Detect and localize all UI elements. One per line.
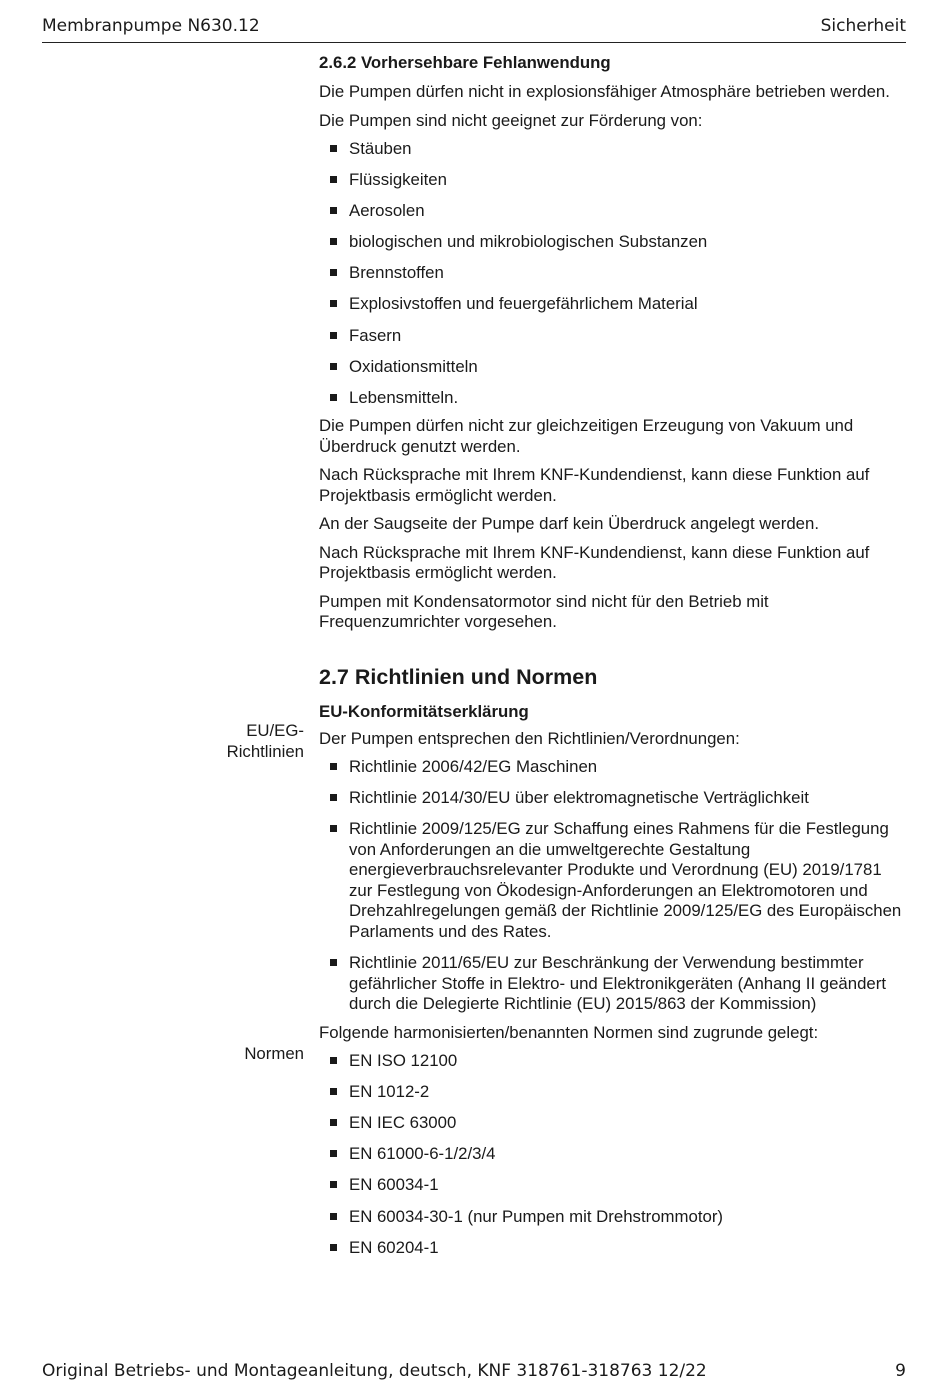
section-262-p2: Die Pumpen sind nicht geeignet zur Förderung von: — [319, 110, 703, 130]
list-item: Stäuben — [319, 139, 906, 160]
margin-label-eu-directives — [0, 721, 304, 762]
list-item: Richtlinie 2011/65/EU zur Beschränkung der Verwendung bestimmter gefährlicher Stoffe in Elektro- und Elektronikgeräten (Anhang II geändert durch die Delegierte Richtlinie (EU) 2015/863 der Kommission) — [319, 953, 906, 1015]
list-item: EN 60034-30-1 (nur Pumpen mit Drehstrommotor) — [319, 1207, 906, 1228]
section-262-p1: Die Pumpen dürfen nicht in explosionsfähiger Atmosphäre betrieben werden. — [319, 82, 890, 101]
directives-list — [319, 757, 906, 1014]
list-item: EN 1012-2 — [319, 1082, 906, 1103]
section-262-p7: Pumpen mit Kondensatormotor sind nicht für den Betrieb mit Frequenzumrichter vorgesehen. — [319, 591, 769, 632]
eu-declaration-title: EU-Konformitätserklärung — [319, 701, 529, 721]
section-262-p5: An der Saugseite der Pumpe darf kein Überdruck angelegt werden. — [319, 514, 820, 534]
section-262-p3: Die Pumpen dürfen nicht zur gleichzeitigen Erzeugung von Vakuum und Überdruck genutzt werden. — [319, 416, 854, 456]
list-item: Fasern — [319, 326, 906, 347]
page-number: 9 — [895, 1361, 906, 1381]
header-document-title: Membranpumpe N630.12 — [42, 16, 260, 36]
unsuitable-media-list — [319, 139, 906, 408]
section-262-p6: Nach Rücksprache mit Ihrem KNF-Kundendienst, kann diese Funktion auf Projektbasis ermöglicht werden. — [319, 542, 870, 583]
main-content — [319, 52, 906, 1269]
section-27-p2: Folgende harmonisierten/benannten Normen sind zugrunde gelegt: — [319, 1022, 819, 1042]
list-item: EN ISO 12100 — [319, 1051, 906, 1072]
list-item: EN 60204-1 — [319, 1238, 906, 1259]
list-item: Richtlinie 2006/42/EG Maschinen — [319, 757, 906, 778]
list-item: Brennstoffen — [319, 263, 906, 284]
header-chapter: Sicherheit — [820, 16, 906, 36]
section-27-title: 2.7 Richtlinien und Normen — [319, 664, 598, 689]
page-header — [42, 16, 906, 43]
list-item: EN 60034-1 — [319, 1175, 906, 1196]
margin-label-eu-line1: EU/EG- — [246, 721, 304, 740]
norms-list — [319, 1051, 906, 1258]
list-item: EN 61000-6-1/2/3/4 — [319, 1144, 906, 1165]
section-262-title: 2.6.2 Vorhersehbare Fehlanwendung — [319, 53, 611, 72]
footer-document-info: Original Betriebs- und Montageanleitung, deutsch, KNF 318761-318763 12/22 — [42, 1361, 707, 1381]
list-item: Richtlinie 2014/30/EU über elektromagnetische Verträglichkeit — [319, 788, 906, 809]
section-27-p1: Der Pumpen entsprechen den Richtlinien/Verordnungen: — [319, 728, 740, 748]
list-item: EN IEC 63000 — [319, 1113, 906, 1134]
list-item: biologischen und mikrobiologischen Substanzen — [319, 232, 906, 253]
list-item: Aerosolen — [319, 201, 906, 222]
section-262-p4: Nach Rücksprache mit Ihrem KNF-Kundendienst, kann diese Funktion auf Projektbasis ermöglicht werden. — [319, 465, 870, 505]
list-item: Explosivstoffen und feuergefährlichem Material — [319, 294, 906, 315]
margin-label-normen: Normen — [244, 1044, 304, 1063]
list-item: Lebensmitteln. — [319, 388, 906, 409]
list-item: Flüssigkeiten — [319, 170, 906, 191]
list-item: Oxidationsmitteln — [319, 357, 906, 378]
page-footer — [42, 1361, 906, 1381]
list-item: Richtlinie 2009/125/EG zur Schaffung eines Rahmens für die Festlegung von Anforderungen an die umweltgerechte Gestaltung energieverbrauchsrelevanter Produkte und Verordnung (EU) 2019/1781 zur Festlegung von Ökodesign-Anforderungen an Elektromotoren und Drehzahlregelungen gemäß der Richtlinie 2009/125/EG des Europäischen Parlaments und des Rates. — [319, 819, 906, 942]
margin-label-eu-line2: Richtlinien — [226, 741, 304, 761]
